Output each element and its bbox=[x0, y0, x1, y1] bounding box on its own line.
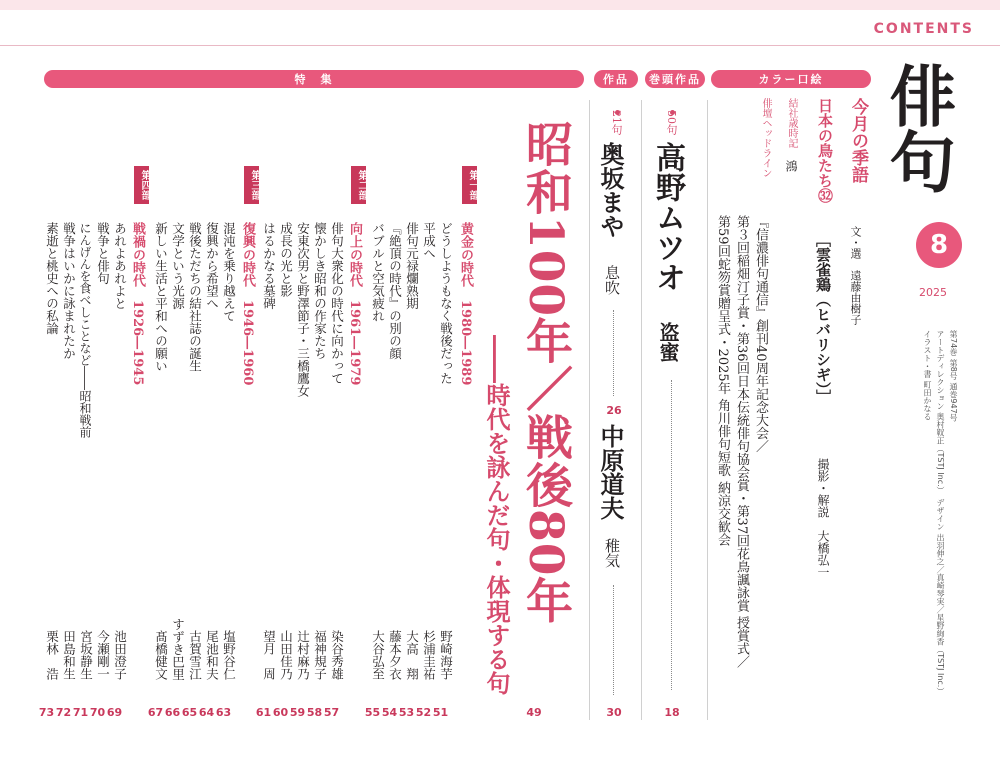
leader-dots bbox=[671, 380, 672, 690]
work-page: 26 bbox=[606, 404, 622, 417]
toc-item-title: にんげんを食べしことなど――昭和戦前 bbox=[78, 222, 92, 438]
part-badge: 第一部 bbox=[462, 166, 477, 204]
toc-page: 57 bbox=[323, 706, 340, 719]
kessha-label: 結社歳時記 bbox=[786, 98, 797, 148]
feature-title: 昭和100年／戦後80年 bbox=[518, 120, 573, 625]
birds-title: 日本の鳥たち㉜ bbox=[816, 98, 834, 203]
credit-line: 第74巻 第8号 通巻947号 bbox=[949, 330, 958, 422]
toc-item-title: 平成へ bbox=[421, 222, 437, 260]
work-author: 中原道夫 bbox=[596, 424, 625, 520]
toc-item-author: 望月 周 bbox=[261, 630, 277, 680]
column-separator bbox=[707, 100, 708, 720]
toc-item-title: 俳句大衆化の時代に向かって bbox=[329, 222, 345, 385]
toc-item-author: すずき巴里 bbox=[170, 618, 186, 681]
toc-page: 66 bbox=[164, 706, 181, 719]
toc-item-title: 素逝と桃史への私論 bbox=[44, 222, 60, 335]
toc-item-author: 尾池和夫 bbox=[204, 630, 220, 680]
kigo-title: 今月の季語 bbox=[848, 98, 868, 183]
toc-item-author: 古賀雪江 bbox=[187, 630, 203, 680]
toc-page: 59 bbox=[289, 706, 306, 719]
toc-item-author: 塩野谷仁 bbox=[221, 630, 237, 680]
column-separator bbox=[589, 100, 590, 720]
toc-page: 69 bbox=[106, 706, 123, 719]
toc-page: 67 bbox=[147, 706, 164, 719]
kantou-page: 18 bbox=[664, 706, 680, 719]
kigo-credit: 文・選 遠藤由樹子 bbox=[849, 226, 862, 325]
toc-item-author: 栗林 浩 bbox=[44, 630, 60, 680]
toc-item-author: 宮坂静生 bbox=[78, 630, 94, 680]
part-heading: 復興の時代 1946―1960 bbox=[240, 222, 255, 386]
toc-item-title: 戦後ただちの結社誌の誕生 bbox=[187, 222, 203, 372]
toc-item-title: 戦争はいかに詠まれたか bbox=[61, 222, 77, 360]
contents-label: CONTENTS bbox=[873, 21, 974, 37]
toc-item-title: 混沌を乗り越えて bbox=[221, 222, 237, 322]
toc-item-title: 『絶頂の時代』の別の顔 bbox=[387, 222, 403, 360]
section-bar-sakuhin: 作品 bbox=[594, 70, 638, 88]
work-page: 30 bbox=[606, 706, 622, 719]
haidan-line: 『信濃俳句通信』創刊40周年記念大会／ bbox=[753, 215, 768, 453]
magazine-logo: 俳句 bbox=[878, 62, 956, 194]
issue-number-badge bbox=[916, 222, 962, 268]
toc-page: 53 bbox=[398, 706, 415, 719]
toc-item-title: どうしようもなく戦後だった bbox=[438, 222, 454, 385]
toc-item-author: 大谷弘至 bbox=[370, 630, 386, 680]
feature-subtitle: ――時代を詠んだ句・体現する句 bbox=[482, 335, 511, 695]
toc-page: 72 bbox=[55, 706, 72, 719]
toc-item-title: 戦争と俳句 bbox=[95, 222, 111, 285]
toc-page: 51 bbox=[432, 706, 449, 719]
kantou-count: 50句 bbox=[665, 110, 678, 135]
toc-item-author: 福神規子 bbox=[312, 630, 328, 680]
toc-item-title: 懐かしき昭和の作家たち bbox=[312, 222, 328, 360]
haidan-label: 俳壇ヘッドライン bbox=[760, 98, 771, 178]
toc-item-author: 池田澄子 bbox=[112, 630, 128, 680]
toc-page: 73 bbox=[38, 706, 55, 719]
toc-page: 52 bbox=[415, 706, 432, 719]
toc-item-title: バブルと空気疲れ bbox=[370, 222, 386, 322]
toc-item-author: 藤本夕衣 bbox=[387, 630, 403, 680]
haidan-line: 第59回蛇笏賞贈呈式・2025年 角川俳句短歌 納涼交歓会 bbox=[715, 215, 730, 546]
header-divider bbox=[0, 45, 1000, 46]
toc-page: 71 bbox=[72, 706, 89, 719]
column-separator bbox=[641, 100, 642, 720]
toc-item-author: 野崎海芋 bbox=[438, 630, 454, 680]
toc-page: 54 bbox=[381, 706, 398, 719]
toc-item-title: 復興から希望へ bbox=[204, 222, 220, 310]
toc-item-title: 新しい生活と平和への願い bbox=[153, 222, 169, 372]
kantou-title: 盗蜜 bbox=[656, 322, 680, 362]
part-badge: 第二部 bbox=[351, 166, 366, 204]
toc-page: 58 bbox=[306, 706, 323, 719]
toc-item-title: はるかなる墓碑 bbox=[261, 222, 277, 310]
toc-item-title: あれよあれよと bbox=[112, 222, 128, 310]
toc-page: 65 bbox=[181, 706, 198, 719]
haidan-line: 第３回稲畑汀子賞・第36回日本伝統俳句協会賞・第37回花鳥諷詠賞 授賞式／ bbox=[734, 215, 749, 669]
work-title: 息吹 bbox=[603, 265, 621, 295]
section-bar-color: カラー口絵 bbox=[711, 70, 871, 88]
issue-number: 8 bbox=[929, 230, 949, 260]
work-author: 奥坂まや bbox=[596, 142, 625, 238]
credit-line: イラスト・書 町田かなる bbox=[923, 330, 932, 421]
work-title: 稚気 bbox=[603, 538, 621, 568]
toc-page: 60 bbox=[272, 706, 289, 719]
section-bar-tokushu: 特 集 bbox=[44, 70, 584, 88]
toc-item-author: 杉浦圭祐 bbox=[421, 630, 437, 680]
part-badge: 第四部 bbox=[134, 166, 149, 204]
kantou-author: 高野ムツオ bbox=[650, 142, 685, 292]
toc-item-title: 文学という光源 bbox=[170, 222, 186, 310]
part-heading: 向上の時代 1961―1979 bbox=[347, 222, 362, 386]
toc-page: 61 bbox=[255, 706, 272, 719]
toc-page: 70 bbox=[89, 706, 106, 719]
toc-item-author: 大高 翔 bbox=[404, 630, 420, 680]
feature-page: 49 bbox=[526, 706, 542, 719]
part-badge: 第三部 bbox=[244, 166, 259, 204]
toc-item-title: 成長の光と影 bbox=[278, 222, 294, 297]
birds-subtitle: ［雲雀鶏（ヒバリシギ）］ bbox=[814, 232, 832, 405]
part-heading: 戦禍の時代 1926―1945 bbox=[130, 222, 145, 386]
birds-credit: 撮影・解説 大橋弘一 bbox=[816, 458, 830, 578]
kessha-title: 鴻 bbox=[784, 160, 798, 172]
toc-item-title: 俳句元禄爛熟期 bbox=[404, 222, 420, 310]
toc-page: 63 bbox=[215, 706, 232, 719]
issue-year: 2025 bbox=[919, 286, 947, 299]
toc-item-author: 山田佳乃 bbox=[278, 630, 294, 680]
toc-item-author: 田島和生 bbox=[61, 630, 77, 680]
credit-line: アートディレクション 奥村靫正（TSTJ Inc.） デザイン 出羽伸之／真崎琴実／星野絢香（TSTJ Inc.） bbox=[936, 330, 945, 696]
section-bar-kantou: 巻頭作品 bbox=[645, 70, 705, 88]
leader-dots bbox=[613, 310, 614, 396]
toc-item-author: 辻村麻乃 bbox=[295, 630, 311, 680]
leader-dots bbox=[613, 585, 614, 695]
toc-page: 55 bbox=[364, 706, 381, 719]
toc-page: 64 bbox=[198, 706, 215, 719]
toc-item-author: 今瀬剛一 bbox=[95, 630, 111, 680]
toc-item-author: 染谷秀雄 bbox=[329, 630, 345, 680]
toc-item-title: 安東次男と野澤節子・三橋鷹女 bbox=[295, 222, 311, 397]
toc-item-author: 髙橋健文 bbox=[153, 630, 169, 680]
part-heading: 黄金の時代 1980―1989 bbox=[458, 222, 473, 386]
work-count: 21句 bbox=[610, 110, 623, 135]
top-band bbox=[0, 0, 1000, 10]
